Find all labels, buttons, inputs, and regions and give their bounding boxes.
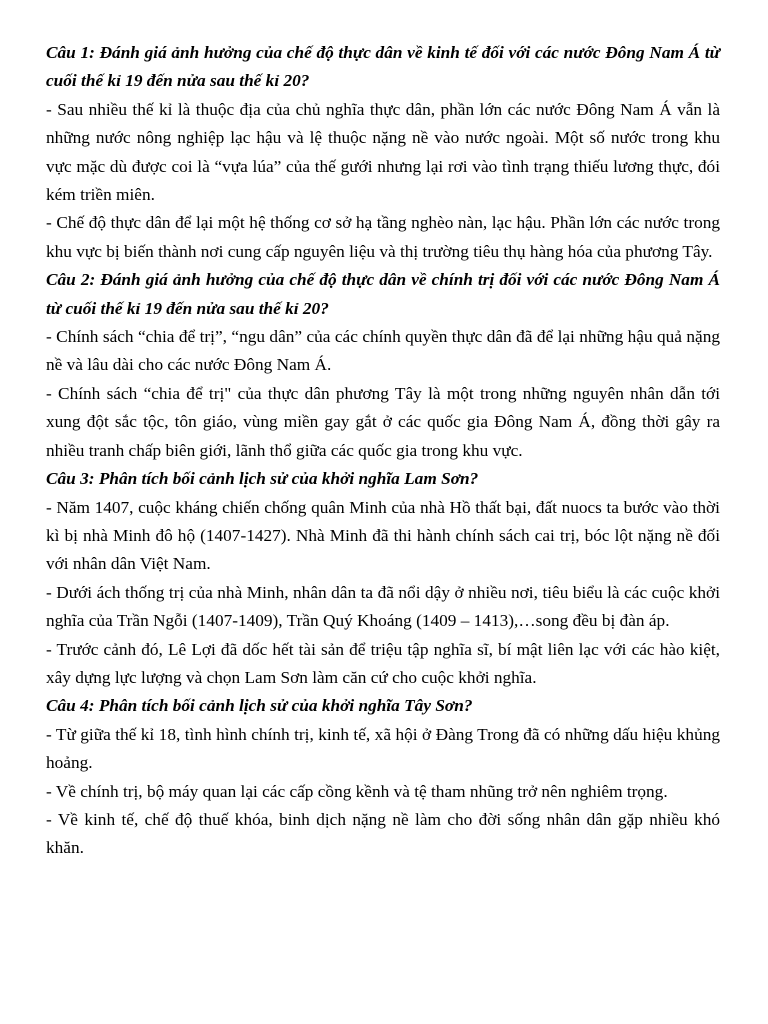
answer-paragraph: - Chính sách “chia để trị”, “ngu dân” của các chính quyền thực dân đã để lại những hậu quả nặng nề và lâu dài cho các nước Đông Nam Á. (46, 327, 720, 375)
answer-paragraph: - Sau nhiều thế kỉ là thuộc địa của chủ nghĩa thực dân, phần lớn các nước Đông Nam Á vẫn là những nước nông nghiệp lạc hậu và lệ thuộc nặng nề vào nước ngoài. Một số nước trong khu vực mặc dù được coi là “vựa lúa” của thế gưới nhưng lại rơi vào tình trạng thiếu lương thực, đói kém triền miên. (46, 99, 720, 205)
section-question-2 (46, 266, 720, 465)
question-heading: Câu 1: Đánh giá ảnh hưởng của chế độ thực dân về kinh tế đối với các nước Đông Nam Á từ cuối thế kỉ 19 đến nửa sau thế kỉ 20? (46, 43, 720, 91)
answer-paragraph: - Về kinh tế, chế độ thuế khóa, binh dịch nặng nề làm cho đời sống nhân dân gặp nhiều khó khăn. (46, 809, 720, 858)
question-heading: Câu 3: Phân tích bối cảnh lịch sử của khởi nghĩa Lam Sơn? (46, 469, 479, 489)
document-page (46, 39, 720, 863)
answer-paragraph: - Chính sách “chia để trị" của thực dân phương Tây là một trong những nguyên nhân dẫn tới xung đột sắc tộc, tôn giáo, vùng miền gay gắt ở các quốc gia Đông Nam Á, đồng thời gây ra nhiều tranh chấp biên giới, lãnh thổ giữa các quốc gia trong khu vực. (46, 383, 720, 460)
question-heading: Câu 2: Đánh giá ảnh hưởng của chế độ thực dân về chính trị đối với các nước Đông Nam Á từ cuối thế kỉ 19 đến nửa sau thế kỉ 20? (46, 270, 720, 318)
question-heading: Câu 4: Phân tích bối cảnh lịch sử của khởi nghĩa Tây Sơn? (46, 696, 473, 716)
answer-paragraph: - Về chính trị, bộ máy quan lại các cấp cồng kềnh và tệ tham nhũng trở nên nghiêm trọng. (46, 781, 668, 801)
answer-paragraph: - Từ giữa thế kỉ 18, tình hình chính trị, kinh tế, xã hội ở Đàng Trong đã có những dấu hiệu khủng hoảng. (46, 724, 720, 773)
answer-paragraph: - Chế độ thực dân để lại một hệ thống cơ sở hạ tầng nghèo nàn, lạc hậu. Phần lớn các nước trong khu vực bị biến thành nơi cung cấp nguyên liệu và thị trường tiêu thụ hàng hóa của phương Tây. (46, 213, 720, 261)
section-question-3 (46, 465, 720, 692)
answer-paragraph: - Dưới ách thống trị của nhà Minh, nhân dân ta đã nổi dậy ở nhiều nơi, tiêu biểu là các cuộc khởi nghĩa của Trần Ngỗi (1407-1409), Trần Quý Khoáng (1409 – 1413),…song đều bị đàn áp. (46, 582, 720, 631)
section-question-4 (46, 692, 720, 862)
answer-paragraph: - Năm 1407, cuộc kháng chiến chống quân Minh của nhà Hồ thất bại, đất nuocs ta bước vào thời kì bị nhà Minh đô hộ (1407-1427). Nhà Minh đã thi hành chính sách cai trị, bóc lột nặng nề đối với nhân dân Việt Nam. (46, 497, 720, 574)
section-question-1 (46, 39, 720, 266)
answer-paragraph: - Trước cảnh đó, Lê Lợi đã dốc hết tài sản để triệu tập nghĩa sĩ, bí mật liên lạc với các hào kiệt, xây dựng lực lượng và chọn Lam Sơn làm căn cứ cho cuộc khởi nghĩa. (46, 639, 720, 687)
